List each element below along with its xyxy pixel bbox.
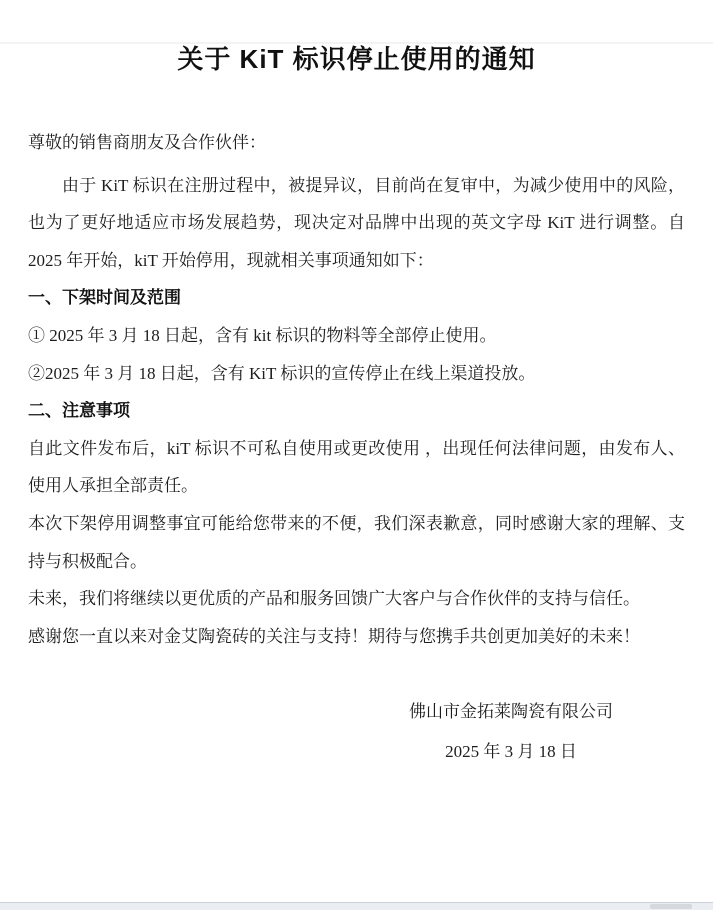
section-2-paragraph-4: 感谢您一直以来对金艾陶瓷砖的关注与支持！期待与您携手共创更加美好的未来！	[28, 626, 640, 646]
section-1-heading: 一、下架时间及范围	[28, 288, 181, 308]
page-title: 关于 KiT 标识停止使用的通知	[177, 44, 536, 74]
salutation-line: 尊敬的销售商朋友及合作伙伴：	[28, 133, 266, 152]
signature-block	[409, 692, 613, 772]
signature-company: 佛山市金拓莱陶瓷有限公司	[409, 702, 613, 722]
section-1-item-1: ① 2025 年 3 月 18 日起，含有 kit 标识的物料等全部停止使用。	[28, 325, 497, 345]
horizontal-scrollbar-thumb[interactable]	[650, 904, 692, 909]
section-2-paragraph-3: 未来，我们将继续以更优质的产品和服务回馈广大客户与合作伙伴的支持与信任。	[28, 589, 640, 609]
intro-paragraph: 由于 KiT 标识在注册过程中，被提异议，目前尚在复审中，为减少使用中的风险，也为了更好地适应市场发展趋势，现决定对品牌中出现的英文字母 KiT 进行调整。自 2025 年开始，kiT 开始停用，现就相关事项通知如下：	[28, 175, 685, 270]
section-1-item-2: ②2025 年 3 月 18 日起，含有 KiT 标识的宣传停止在线上渠道投放。	[28, 363, 536, 383]
section-2-paragraph-2: 本次下架停用调整事宜可能给您带来的不便，我们深表歉意，同时感谢大家的理解、支持与积极配合。	[28, 513, 685, 571]
signature-date: 2025 年 3 月 18 日	[445, 742, 577, 762]
horizontal-scrollbar[interactable]	[0, 902, 713, 910]
window-top-edge	[0, 42, 713, 44]
section-2-heading: 二、注意事项	[28, 401, 130, 421]
section-2-paragraph-1: 自此文件发布后，kiT 标识不可私自使用或更改使用 ，出现任何法律问题，由发布人、使用人承担全部责任。	[28, 438, 685, 496]
document-page	[0, 42, 713, 772]
